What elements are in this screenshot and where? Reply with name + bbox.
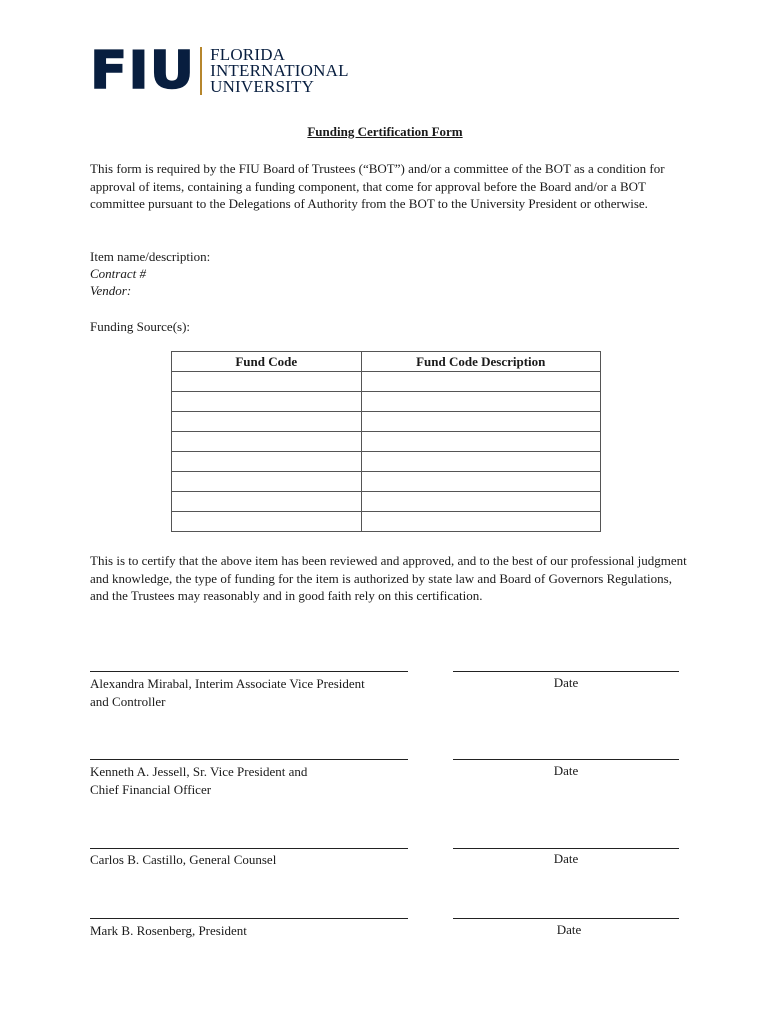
fund-code-cell[interactable] (172, 512, 362, 532)
signatory-president (90, 922, 420, 940)
date-line[interactable] (453, 918, 679, 919)
fund-description-cell[interactable] (361, 372, 600, 392)
certification-paragraph: This is to certify that the above item has been reviewed and approved, and to the best of our professional judgment and knowledge, the type of funding for the item is authorized by state law and Board of Governors Regulations, and the Trustees may reasonably and in good faith rely on this certification. (90, 553, 687, 603)
date-line[interactable] (453, 759, 679, 760)
table-row (172, 432, 601, 452)
signatory-name: Alexandra Mirabal, Interim Associate Vice President (90, 676, 365, 691)
signature-line[interactable] (90, 918, 408, 919)
date-line[interactable] (453, 848, 679, 849)
table-row (172, 392, 601, 412)
logo-mark: FIU (90, 41, 196, 101)
logo-wordmark (210, 47, 349, 95)
fund-description-cell[interactable] (361, 492, 600, 512)
fund-code-description-header: Fund Code Description (361, 352, 600, 372)
table-header-row (172, 352, 601, 372)
contract-label: Contract # (90, 266, 146, 281)
signatory-title: and Controller (90, 693, 166, 709)
signatory-cfo (90, 763, 420, 798)
table-row (172, 452, 601, 472)
fund-code-cell[interactable] (172, 412, 362, 432)
signature-line[interactable] (90, 759, 408, 760)
signature-line[interactable] (90, 671, 408, 672)
logo-line-1: FLORIDA (210, 45, 286, 64)
date-label: Date (556, 922, 582, 937)
signature-line[interactable] (90, 848, 408, 849)
table-row (172, 472, 601, 492)
fund-description-cell[interactable] (361, 392, 600, 412)
date-label: Date (553, 851, 579, 866)
signatory-title: Chief Financial Officer (90, 781, 212, 797)
fund-code-header: Fund Code (172, 352, 362, 372)
vendor-label: Vendor: (90, 283, 132, 298)
date-label: Date (553, 763, 579, 778)
funding-table (171, 351, 601, 532)
fund-code-cell[interactable] (172, 492, 362, 512)
table-row (172, 372, 601, 392)
funding-sources-label: Funding Source(s): (90, 319, 191, 334)
fund-code-cell[interactable] (172, 392, 362, 412)
signatory-general-counsel (90, 851, 420, 869)
date-line[interactable] (453, 671, 679, 672)
fund-description-cell[interactable] (361, 472, 600, 492)
item-name-label: Item name/description: (90, 249, 211, 264)
fund-code-cell[interactable] (172, 472, 362, 492)
fund-code-cell[interactable] (172, 452, 362, 472)
logo-divider (200, 47, 202, 95)
fund-code-cell[interactable] (172, 432, 362, 452)
signatory-name: Mark B. Rosenberg, President (90, 923, 247, 938)
signatory-name: Carlos B. Castillo, General Counsel (90, 852, 277, 867)
fund-description-cell[interactable] (361, 452, 600, 472)
fund-code-cell[interactable] (172, 372, 362, 392)
table-row (172, 512, 601, 532)
fund-description-cell[interactable] (361, 512, 600, 532)
fund-description-cell[interactable] (361, 412, 600, 432)
fiu-logo (90, 41, 349, 101)
table-row (172, 492, 601, 512)
form-title: Funding Certification Form (307, 124, 463, 139)
signatory-name: Kenneth A. Jessell, Sr. Vice President and (90, 764, 308, 779)
logo-line-2: INTERNATIONAL (210, 61, 349, 80)
fund-description-cell[interactable] (361, 432, 600, 452)
signatory-controller (90, 675, 420, 710)
table-row (172, 412, 601, 432)
logo-line-3: UNIVERSITY (210, 77, 315, 96)
date-label: Date (553, 675, 579, 690)
intro-paragraph: This form is required by the FIU Board of Trustees (“BOT”) and/or a committee of the BOT as a condition for approval of items, containing a funding component, that come for approval before the Board and/or a BOT committee pursuant to the Delegations of Authority from the BOT to the University President or otherwise. (90, 161, 665, 211)
